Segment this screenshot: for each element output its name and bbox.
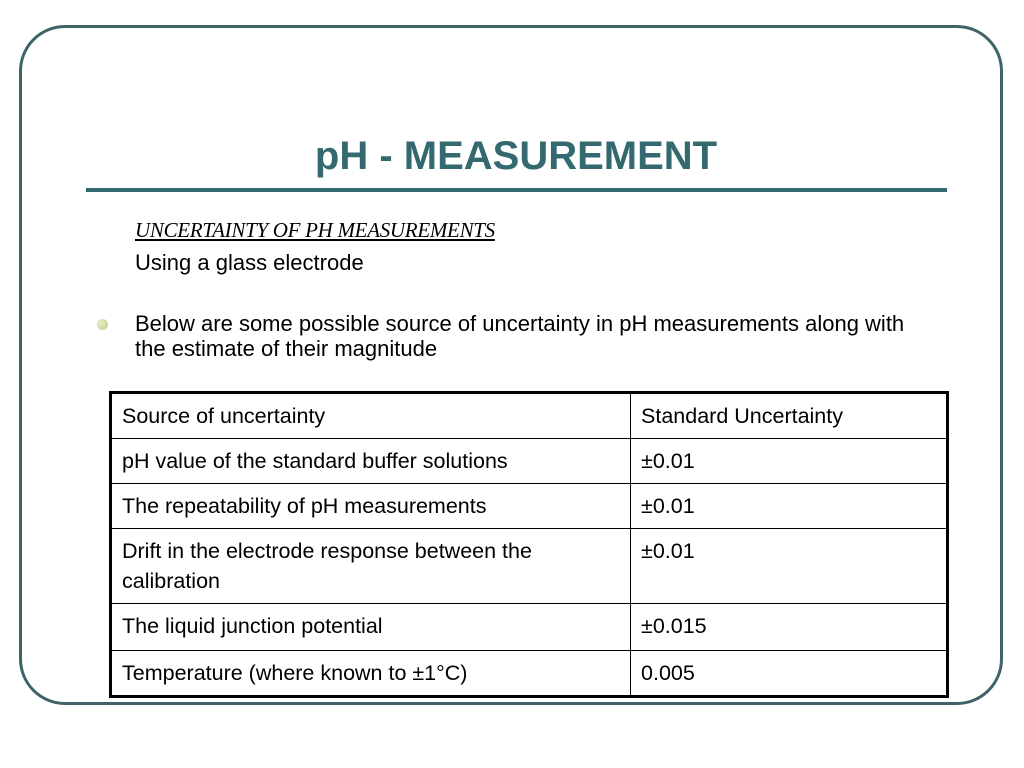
table-cell-uncertainty: ±0.01: [631, 484, 948, 529]
bullet-icon: [97, 319, 108, 330]
slide-title: pH - MEASUREMENT: [314, 134, 718, 178]
table-cell-source: pH value of the standard buffer solutions: [111, 439, 631, 484]
table-cell-uncertainty: ±0.01: [631, 439, 948, 484]
uncertainty-table: [109, 391, 949, 698]
table-cell-source: The liquid junction potential: [111, 604, 631, 651]
table-header-cell: Source of uncertainty: [111, 393, 631, 439]
section-subline: Using a glass electrode: [135, 250, 364, 275]
table-cell-source: Temperature (where known to ±1°C): [111, 651, 631, 697]
table-cell-source: Drift in the electrode response between the calibration: [111, 529, 631, 604]
table-cell-uncertainty: ±0.01: [631, 529, 948, 604]
title-divider: [86, 188, 947, 192]
table-row: [111, 484, 948, 529]
table-cell-uncertainty: ±0.015: [631, 604, 948, 651]
section-subheading: UNCERTAINTY OF PH MEASUREMENTS: [135, 218, 495, 242]
table-header-cell: Standard Uncertainty: [631, 393, 948, 439]
bullet-text: Below are some possible source of uncertainty in pH measurements along with the estimate of their magnitude: [135, 311, 905, 361]
table-row: [111, 439, 948, 484]
table-row: [111, 651, 948, 697]
table-row: [111, 529, 948, 604]
table-cell-uncertainty: 0.005: [631, 651, 948, 697]
table-header-row: [111, 393, 948, 439]
table-cell-source: The repeatability of pH measurements: [111, 484, 631, 529]
table-row: [111, 604, 948, 651]
